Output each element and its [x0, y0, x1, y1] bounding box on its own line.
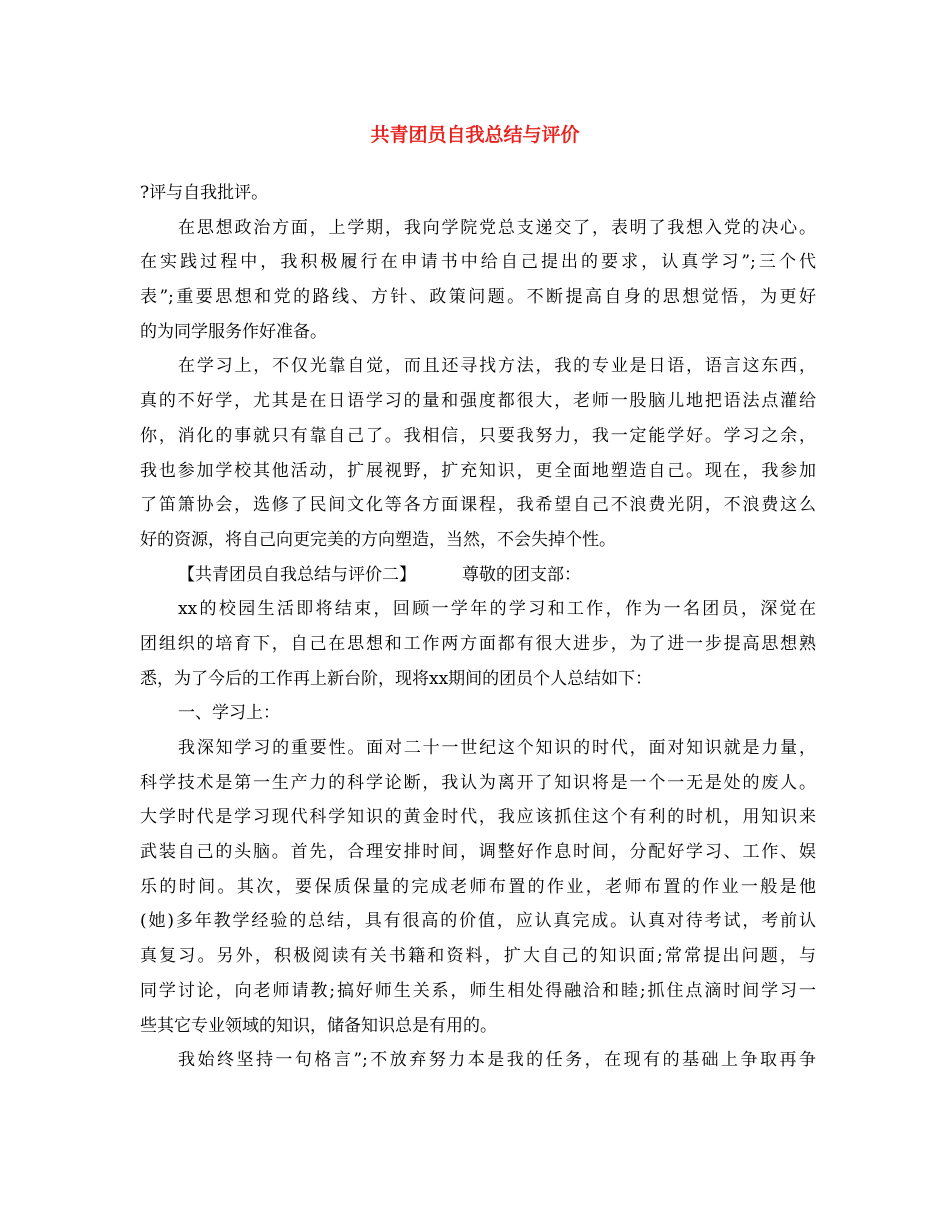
text-line: 悉，为了今后的工作再上新台阶，现将xx期间的团员个人总结如下： — [140, 668, 653, 689]
document-body — [140, 176, 816, 1078]
text-line: 团组织的培育下，自己在思想和工作两方面都有很大进步，为了进一步提高思想熟 — [140, 633, 816, 654]
text-line: xx的校园生活即将结束，回顾一学年的学习和工作，作为一名团员，深觉在 — [178, 599, 816, 620]
text-line: 我深知学习的重要性。面对二十一世纪这个知识的时代，面对知识就是力量， — [178, 738, 816, 758]
text-line: 我始终坚持一句格言”;不放弃努力本是我的任务，在现有的基础上争取再争 — [178, 1050, 816, 1071]
section-heading: 【共青团员自我总结与评价二】 — [178, 564, 416, 585]
text-line: 同学讨论，向老师请教;搞好师生关系，师生相处得融洽和睦;抓住点滴时间学习一 — [140, 980, 816, 1001]
text-line: (她)多年教学经验的总结，具有很高的价值，应认真完成。认真对待考试，考前认 — [140, 911, 816, 932]
text-line: 真的不好学，尤其是在日语学习的量和强度都很大，老师一股脑儿地把语法点灌给 — [140, 391, 816, 412]
text-line: 在学习上，不仅光靠自觉，而且还寻找方法，我的专业是日语，语言这东西， — [178, 356, 816, 377]
text-line: 好的资源，将自己向更完美的方向塑造，当然，不会失掉个性。 — [140, 529, 616, 550]
text-line: 的为同学服务作好准备。 — [140, 321, 327, 342]
text-line: ?评与自我批评。 — [140, 183, 269, 203]
section-heading-line — [140, 558, 816, 593]
text-line: 你，消化的事就只有靠自己了。我相信，只要我努力，我一定能学好。学习之余， — [140, 425, 816, 446]
text-line: 大学时代是学习现代科学知识的黄金时代，我应该抓住这个有利的时机，用知识来 — [140, 807, 816, 828]
text-line: 些其它专业领域的知识，储备知识总是有用的。 — [140, 1015, 497, 1036]
text-line: 表”;重要思想和党的路线、方针、政策问题。不断提高自身的思想觉悟，为更好 — [140, 287, 816, 308]
text-line: 在实践过程中，我积极履行在申请书中给自己提出的要求，认真学习”;三个代 — [140, 252, 816, 273]
salutation: 尊敬的团支部： — [462, 564, 581, 585]
text-line: 我也参加学校其他活动，扩展视野，扩充知识，更全面地塑造自己。现在，我参加 — [140, 460, 816, 481]
text-line: 真复习。另外，积极阅读有关书籍和资料，扩大自己的知识面;常常提出问题，与 — [140, 946, 816, 967]
text-line: 武装自己的头脑。首先，合理安排时间，调整好作息时间，分配好学习、工作、娱 — [140, 842, 816, 863]
subheading: 一、学习上： — [178, 703, 280, 724]
text-line: 乐的时间。其次，要保质保量的完成老师布置的作业，老师布置的作业一般是他 — [140, 876, 816, 897]
text-line: 在思想政治方面，上学期，我向学院党总支递交了，表明了我想入党的决心。 — [178, 217, 816, 238]
text-line: 科学技术是第一生产力的科学论断，我认为离开了知识将是一个一无是处的废人。 — [140, 772, 816, 793]
text-line: 了笛箫协会，选修了民间文化等各方面课程，我希望自己不浪费光阴，不浪费这么 — [140, 495, 816, 516]
document-title: 共青团员自我总结与评价 — [370, 124, 580, 146]
